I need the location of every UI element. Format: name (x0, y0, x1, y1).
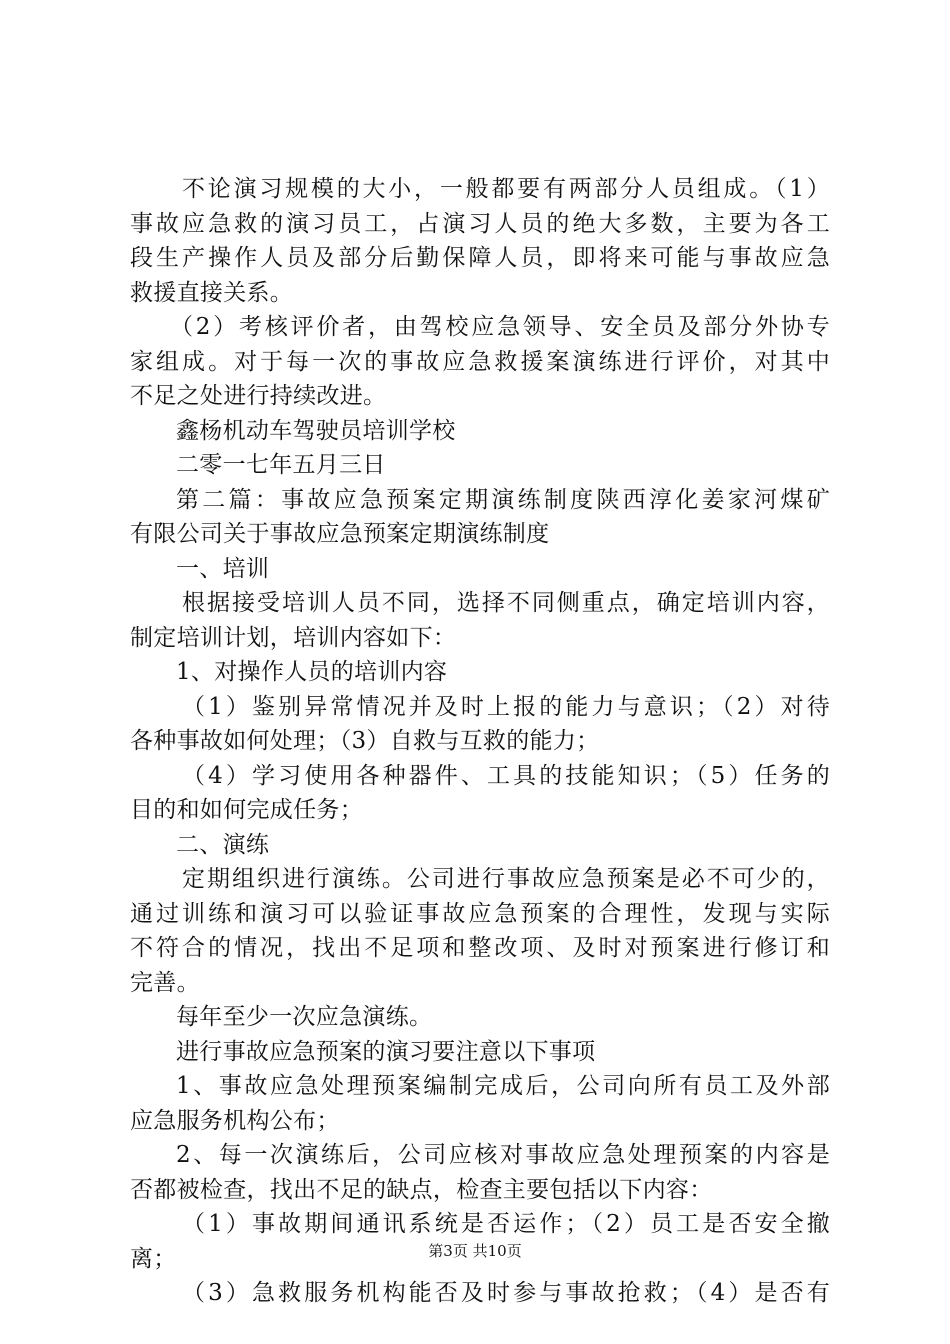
text-line: （1）事故期间通讯系统是否运作；（2）员工是否安全撤 (182, 1211, 830, 1237)
text-line: 定期组织进行演练。公司进行事故应急预案是必不可少的， (182, 866, 830, 892)
text-line: （4）学习使用各种器件、工具的技能知识；（5）任务的 (182, 762, 830, 789)
text-line: （2）考核评价者，由驾校应急领导、安全员及部分外协专 (170, 314, 830, 340)
text-line: 一、培训 (176, 555, 270, 582)
document-body (130, 172, 830, 1311)
text-line: 不符合的情况，找出不足项和整改项、及时对预案进行修订和 (130, 935, 830, 961)
text-line: 2、每一次演练后，公司应核对事故应急处理预案的内容是 (176, 1142, 830, 1168)
text-line: 不足之处进行持续改进。 (130, 383, 387, 409)
text-line: 第二篇：事故应急预案定期演练制度陕西淳化姜家河煤矿 (176, 486, 830, 513)
text-line: 家组成。对于每一次的事故应急救援案演练进行评价，对其中 (130, 348, 830, 375)
text-line: 二、演练 (176, 831, 270, 858)
text-line: 各种事故如何处理；（3）自救与互救的能力； (130, 728, 600, 754)
text-line: 进行事故应急预案的演习要注意以下事项 (176, 1038, 596, 1065)
text-line: 离； (130, 1245, 177, 1272)
text-line: 鑫杨机动车驾驶员培训学校 (176, 417, 456, 444)
text-line: 目的和如何完成任务； (130, 797, 363, 823)
text-line: 应急服务机构公布； (130, 1107, 340, 1134)
text-line: 1、对操作人员的培训内容 (176, 659, 448, 685)
text-line: 段生产操作人员及部分后勤保障人员，即将来可能与事故应急 (130, 245, 830, 271)
text-line: 救援直接关系。 (130, 279, 294, 306)
page-footer: 第3页 共10页 (428, 1242, 522, 1260)
text-line: 不论演习规模的大小，一般都要有两部分人员组成。（1） (182, 176, 830, 202)
text-line: 制定培训计划，培训内容如下： (130, 624, 457, 651)
text-line: 事故应急救的演习员工，占演习人员的绝大多数，主要为各工 (130, 210, 830, 237)
text-line: 每年至少一次应急演练。 (176, 1004, 433, 1030)
text-line: 通过训练和演习可以验证事故应急预案的合理性，发现与实际 (130, 900, 830, 927)
text-line: 有限公司关于事故应急预案定期演练制度 (130, 521, 550, 547)
text-line: 否都被检查，找出不足的缺点，检查主要包括以下内容： (130, 1176, 713, 1203)
text-line: （3）急救服务机构能否及时参与事故抢救；（4）是否有 (182, 1280, 830, 1306)
text-line: 二零一七年五月三日 (176, 452, 386, 478)
text-line: 根据接受培训人员不同，选择不同侧重点，确定培训内容， (182, 590, 830, 616)
text-line: 完善。 (130, 969, 200, 996)
text-line: （1）鉴别异常情况并及时上报的能力与意识；（2）对待 (182, 693, 830, 720)
text-line: 1、事故应急处理预案编制完成后，公司向所有员工及外部 (176, 1073, 830, 1099)
